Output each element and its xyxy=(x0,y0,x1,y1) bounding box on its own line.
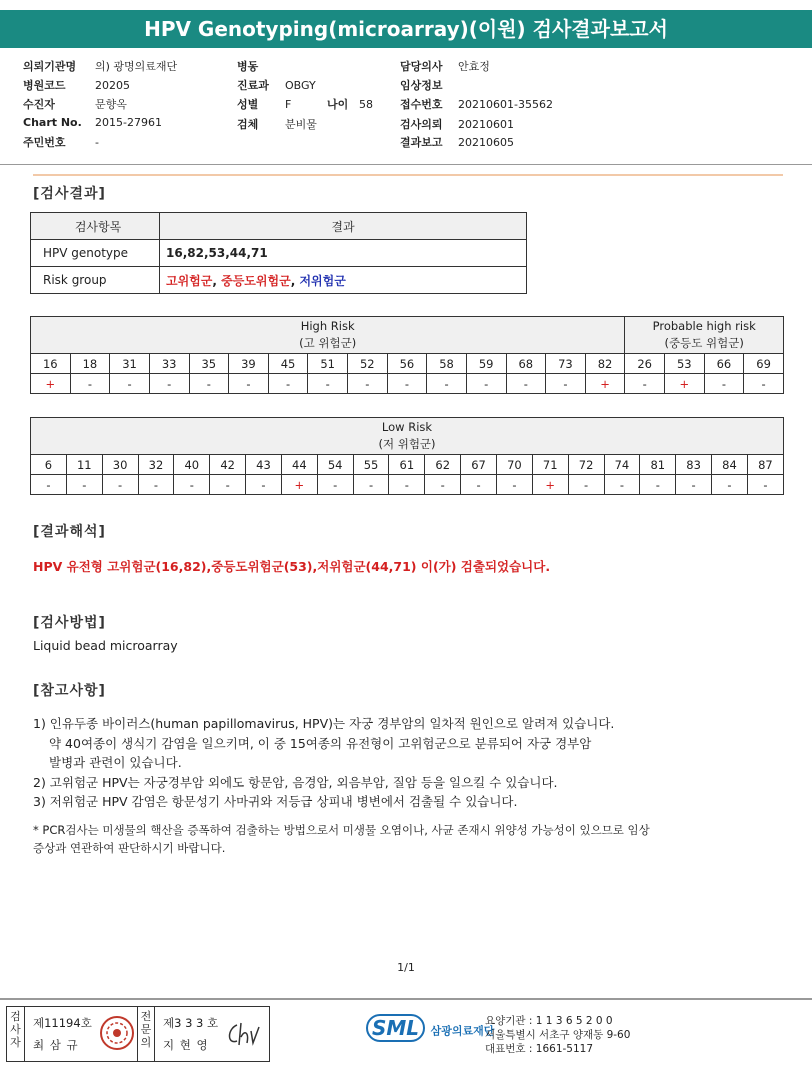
dept-row: 진료과 OBGY xyxy=(237,79,316,92)
low-hpv-result-20: - xyxy=(747,475,783,495)
report-title: HPV Genotyping(microarray)(이원) 검사결과보고서 xyxy=(0,10,812,48)
examiner-label: 검 사 자 xyxy=(7,1007,25,1061)
low-hpv-type-3: 32 xyxy=(138,455,174,475)
high-risk-grid xyxy=(30,316,784,394)
hpv-type-4: 35 xyxy=(189,354,229,374)
hpv-type-14: 82 xyxy=(585,354,625,374)
hpv-result-15: - xyxy=(625,374,665,394)
low-risk-grid xyxy=(30,417,784,495)
hpv-result-11: - xyxy=(466,374,506,394)
hpv-result-3: - xyxy=(149,374,189,394)
patient-row: 수진자 문향옥 xyxy=(23,98,127,111)
supervisor-label: 전 문 의 xyxy=(137,1007,155,1061)
hpv-result-6: - xyxy=(268,374,308,394)
hpv-type-0: 16 xyxy=(31,354,71,374)
supervisor-name: 지 현 영 xyxy=(163,1038,209,1052)
hpv-type-17: 66 xyxy=(704,354,744,374)
low-hpv-type-10: 61 xyxy=(389,455,425,475)
hpv-type-3: 33 xyxy=(149,354,189,374)
low-hpv-type-16: 74 xyxy=(604,455,640,475)
hpv-result-12: - xyxy=(506,374,546,394)
hpv-result-16: + xyxy=(665,374,705,394)
repdate-row: 결과보고 20210605 xyxy=(400,136,514,149)
hpv-type-6: 45 xyxy=(268,354,308,374)
low-risk-header: Low Risk (저 위험군) xyxy=(31,418,784,455)
clinical-row: 임상정보 xyxy=(400,79,443,92)
low-hpv-type-15: 72 xyxy=(568,455,604,475)
result-table xyxy=(30,212,527,294)
signature-icon xyxy=(225,1019,265,1049)
col-item-header: 검사항목 xyxy=(31,213,160,240)
seal-icon xyxy=(99,1015,135,1051)
chart-row: Chart No. 2015-27961 xyxy=(23,116,162,129)
hpv-result-7: - xyxy=(308,374,348,394)
hpv-result-4: - xyxy=(189,374,229,394)
low-hpv-result-15: - xyxy=(568,475,604,495)
org-address: 요양기관 : 1 1 3 6 5 2 0 0 서울특별시 서초구 양재동 9-60 대표번호 : 1661-5117 xyxy=(485,1015,631,1055)
hpv-type-7: 51 xyxy=(308,354,348,374)
hpv-type-1: 18 xyxy=(70,354,110,374)
hpv-result-17: - xyxy=(704,374,744,394)
hpv-type-13: 73 xyxy=(546,354,586,374)
note-1-cont: 약 40여종이 생식기 감염을 일으키며, 이 중 15여종의 유전형이 고위험군으로 분류되어 자궁 경부암 xyxy=(49,735,592,751)
low-hpv-result-13: - xyxy=(496,475,532,495)
low-hpv-result-8: - xyxy=(317,475,353,495)
low-hpv-type-17: 81 xyxy=(640,455,676,475)
low-hpv-result-0: - xyxy=(31,475,67,495)
low-hpv-type-20: 87 xyxy=(747,455,783,475)
hpv-type-16: 53 xyxy=(665,354,705,374)
hpv-type-18: 69 xyxy=(744,354,784,374)
note-1-cont2: 발병과 관련이 있습니다. xyxy=(49,755,182,770)
examiner-name: 최 삼 규 xyxy=(33,1038,79,1052)
low-hpv-result-18: - xyxy=(676,475,712,495)
hpv-result-14: + xyxy=(585,374,625,394)
signature-box xyxy=(6,1006,270,1062)
low-hpv-type-13: 70 xyxy=(496,455,532,475)
section-method: [검사방법] xyxy=(33,615,106,631)
low-hpv-type-19: 84 xyxy=(712,455,748,475)
low-hpv-result-9: - xyxy=(353,475,389,495)
note-3: 3) 저위험군 HPV 감염은 항문성기 사마귀와 저등급 상피내 병변에서 검출될 수 있습니다. xyxy=(33,794,518,809)
method-text: Liquid bead microarray xyxy=(33,638,178,653)
hpv-type-2: 31 xyxy=(110,354,150,374)
col-result-header: 결과 xyxy=(160,213,527,240)
rrn-row: 주민번호 - xyxy=(23,136,99,149)
hpv-result-0: + xyxy=(31,374,71,394)
hpv-type-15: 26 xyxy=(625,354,665,374)
low-hpv-result-1: - xyxy=(66,475,102,495)
header-divider xyxy=(0,164,812,165)
low-hpv-type-2: 30 xyxy=(102,455,138,475)
hpv-result-10: - xyxy=(427,374,467,394)
low-hpv-type-6: 43 xyxy=(246,455,282,475)
low-hpv-type-5: 42 xyxy=(210,455,246,475)
recno-row: 접수번호 20210601-35562 xyxy=(400,98,553,111)
hpv-result-9: - xyxy=(387,374,427,394)
low-hpv-result-6: - xyxy=(246,475,282,495)
footer-divider xyxy=(0,998,812,1000)
hpv-result-18: - xyxy=(744,374,784,394)
low-hpv-type-18: 83 xyxy=(676,455,712,475)
reqdate-row: 검사의뢰 20210601 xyxy=(400,118,514,131)
note-2: 2) 고위험군 HPV는 자궁경부암 외에도 항문암, 음경암, 외음부암, 질암 등을 일으킬 수 있습니다. xyxy=(33,774,558,790)
hpv-type-8: 52 xyxy=(348,354,388,374)
low-hpv-result-3: - xyxy=(138,475,174,495)
hpv-type-10: 58 xyxy=(427,354,467,374)
low-hpv-result-4: - xyxy=(174,475,210,495)
low-hpv-type-7: 44 xyxy=(281,455,317,475)
low-hpv-type-8: 54 xyxy=(317,455,353,475)
section-result: [검사결과] xyxy=(33,186,106,202)
inst-row: 의뢰기관명 의) 광명의료재단 xyxy=(23,60,178,73)
note-1: 1) 인유두종 바이러스(human papillomavirus, HPV)는 자궁 경부암의 일차적 원인으로 알려져 있습니다. xyxy=(33,716,615,731)
sex-row: 성별 F 나이 58 xyxy=(237,98,373,111)
low-hpv-result-16: - xyxy=(604,475,640,495)
hpv-result-2: - xyxy=(110,374,150,394)
hospcode-row: 병원코드 20205 xyxy=(23,79,130,92)
hpv-result-1: - xyxy=(70,374,110,394)
low-hpv-type-0: 6 xyxy=(31,455,67,475)
examiner-no: 제11194호 xyxy=(33,1016,92,1030)
low-hpv-result-11: - xyxy=(425,475,461,495)
genotype-value: 16,82,53,44,71 xyxy=(160,240,527,267)
low-hpv-type-12: 67 xyxy=(461,455,497,475)
low-hpv-result-5: - xyxy=(210,475,246,495)
low-hpv-type-4: 40 xyxy=(174,455,210,475)
specimen-row: 검체 분비물 xyxy=(237,118,317,131)
risk-value: 고위험군, 중등도위험군, 저위험군 xyxy=(160,267,527,294)
high-risk-header: High Risk (고 위험군) xyxy=(31,317,625,354)
hpv-type-12: 68 xyxy=(506,354,546,374)
low-hpv-result-19: - xyxy=(712,475,748,495)
probable-risk-header: Probable high risk (중등도 위험군) xyxy=(625,317,784,354)
low-hpv-type-9: 55 xyxy=(353,455,389,475)
hpv-type-11: 59 xyxy=(466,354,506,374)
footnote: * PCR검사는 미생물의 핵산을 증폭하여 검출하는 방법으로서 미생물 오염이나, 사균 존재시 위양성 가능성이 있으므로 임상 증상과 연관하여 판단하시기 바랍니다. xyxy=(33,823,650,855)
sml-logo: SML 삼광의료재단 xyxy=(366,1014,494,1042)
page-number: 1/1 xyxy=(397,961,415,974)
supervisor-no: 제3 3 3 호 xyxy=(163,1016,219,1030)
hpv-type-5: 39 xyxy=(229,354,269,374)
accent-line xyxy=(33,174,783,176)
hpv-result-13: - xyxy=(546,374,586,394)
section-notes: [참고사항] xyxy=(33,683,106,699)
risk-label: Risk group xyxy=(31,267,160,294)
ward-row: 병동 xyxy=(237,60,259,73)
hpv-result-5: - xyxy=(229,374,269,394)
low-hpv-result-12: - xyxy=(461,475,497,495)
low-hpv-result-14: + xyxy=(532,475,568,495)
genotype-label: HPV genotype xyxy=(31,240,160,267)
low-hpv-result-2: - xyxy=(102,475,138,495)
low-hpv-result-10: - xyxy=(389,475,425,495)
doctor-row: 담당의사 안효정 xyxy=(400,60,490,73)
low-hpv-result-17: - xyxy=(640,475,676,495)
low-hpv-type-11: 62 xyxy=(425,455,461,475)
notes-list xyxy=(33,714,793,812)
section-interpretation: [결과해석] xyxy=(33,524,106,540)
interpretation-text: HPV 유전형 고위험군(16,82),중등도위험군(53),저위험군(44,71) 이(가) 검출되었습니다. xyxy=(33,559,551,574)
low-hpv-type-14: 71 xyxy=(532,455,568,475)
hpv-result-8: - xyxy=(348,374,388,394)
low-hpv-result-7: + xyxy=(281,475,317,495)
hpv-type-9: 56 xyxy=(387,354,427,374)
low-hpv-type-1: 11 xyxy=(66,455,102,475)
